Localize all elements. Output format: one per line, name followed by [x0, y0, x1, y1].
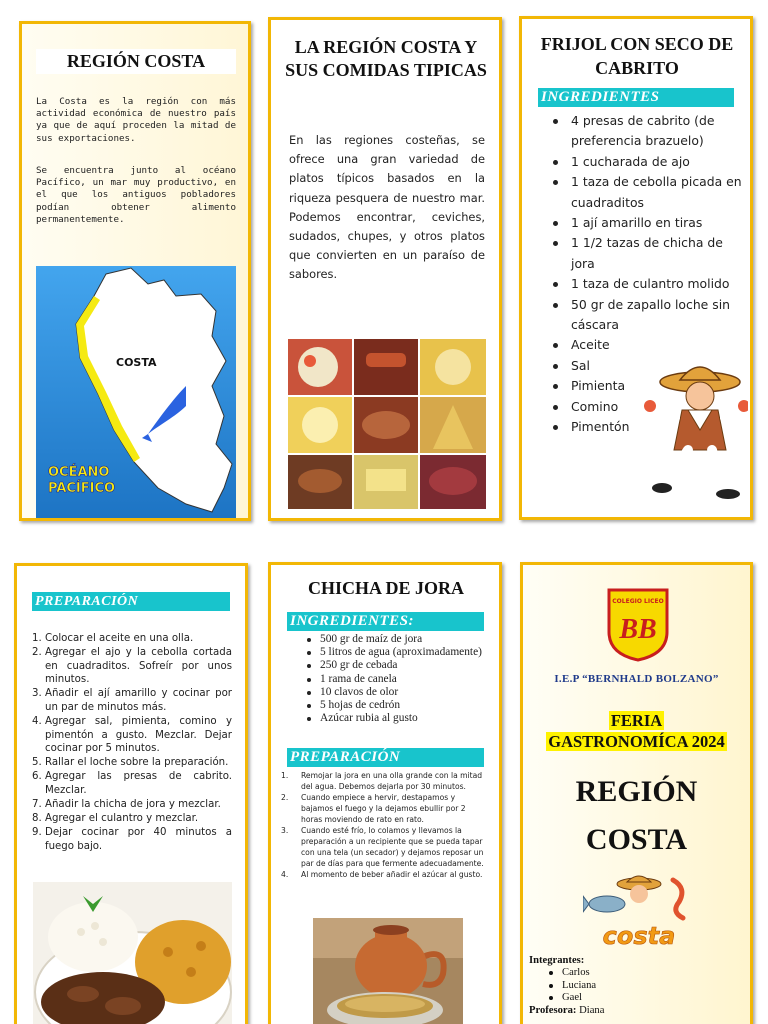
list-item: Luciana	[549, 980, 749, 992]
list-item: Pimienta	[550, 376, 750, 396]
list-item: 9. Dejar cocinar por 40 minutos a fuego bajo.	[32, 827, 232, 852]
event-title	[523, 710, 750, 752]
peru-coast-map-image	[36, 266, 236, 518]
list-item: 3. Cuando esté frío, lo colamos y llevamos la preparación a un recipiente que se pueda tapar con una tela (un secador) y dejamos reposar un par de días para que fermente adecuadamente.	[281, 826, 484, 868]
list-item: 4. Al momento de beber añadir el azúcar al gusto.	[281, 870, 483, 879]
list-item: 10 clavos de olor	[306, 686, 491, 699]
ingredients-list	[306, 633, 491, 725]
panel-title: LA REGIÓN COSTA Y SUS COMIDAS TIPICAS	[285, 37, 487, 80]
costa-mascot-illustration	[583, 870, 693, 950]
list-item: Sal	[550, 356, 750, 376]
team-info	[529, 955, 749, 1017]
school-name: I.E.P “BERNHALD BOLZANO”	[554, 673, 719, 685]
list-item: 1 1/2 tazas de chicha de jora	[550, 233, 750, 274]
cover-title-line-1: REGIÓN	[575, 775, 698, 808]
crest-letters: BB	[619, 614, 657, 645]
list-item: 1. Remojar la jora en una olla grande con la mitad del agua. Debemos dejarla por 30 minutos.	[281, 771, 483, 791]
list-item: Pimentón	[550, 417, 750, 437]
location-paragraph: Se encuentra junto al océano Pacífico, un mar muy productivo, en el que los antiguos pobladores podían obtener alimento permanentemente.	[36, 165, 236, 225]
event-title-line-1: FERIA	[610, 711, 663, 730]
panel-chicha-de-jora	[268, 562, 502, 1024]
list-item: 250 gr de cebada	[306, 659, 491, 672]
list-item: 1 taza de cebolla picada en cuadraditos	[550, 172, 750, 213]
list-item: 4 presas de cabrito (de preferencia brazuelo)	[550, 111, 750, 152]
list-item: 1 cucharada de ajo	[550, 152, 750, 172]
crest-top-text: COLEGIO LICEO	[612, 598, 664, 605]
intro-paragraph: La Costa es la región con más actividad económica de nuestro país ya que de aquí proceden la mitad de sus exportaciones.	[36, 96, 236, 144]
list-item: 3. Añadir el ají amarillo y cocinar por un par de minutos más.	[32, 688, 232, 713]
list-item: Aceite	[550, 335, 750, 355]
map-ocean-label-2: PACÍFICO	[48, 481, 116, 496]
preparation-heading: PREPARACIÓN	[287, 748, 484, 767]
list-item: 1 rama de canela	[306, 673, 491, 686]
panel-typical-dishes	[268, 17, 502, 521]
list-item: 1. Colocar el aceite en una olla.	[32, 633, 194, 644]
list-item: 7. Añadir la chicha de jora y mezclar.	[32, 799, 221, 811]
preparation-steps	[281, 770, 486, 880]
list-item: 6. Agregar las presas de cabrito. Mezclar.	[32, 771, 232, 797]
map-costa-label: COSTA	[116, 356, 157, 369]
list-item: 50 gr de zapallo loche sin cáscara	[550, 295, 750, 336]
members-list	[529, 967, 749, 1004]
preparation-heading: PREPARACIÓN	[32, 592, 230, 611]
list-item: Carlos	[549, 967, 749, 979]
list-item: Gael	[549, 992, 749, 1004]
ingredients-heading: INGREDIENTES:	[287, 612, 484, 631]
panel-frijol-seco-cabrito	[519, 16, 753, 520]
cover-title	[523, 768, 750, 864]
dancing-boy-illustration	[640, 354, 748, 504]
panel-preparation	[14, 563, 248, 1024]
panel-region-costa	[19, 21, 251, 521]
list-item: 1 ají amarillo en tiras	[550, 213, 750, 233]
recipe-title: CHICHA DE JORA	[307, 578, 464, 598]
panel-title: REGIÓN COSTA	[36, 49, 236, 74]
list-item: 8. Agregar el culantro y mezclar.	[32, 813, 199, 825]
list-item: 5. Rallar el loche sobre la preparación.	[32, 757, 229, 769]
list-item: Comino	[550, 397, 750, 417]
list-item: Azúcar rubia al gusto	[306, 712, 491, 725]
preparation-steps	[32, 632, 232, 854]
members-label: Integrantes:	[529, 955, 585, 966]
frijol-cabrito-dish-image	[33, 882, 232, 1024]
list-item: 2. Agregar el ajo y la cebolla cortada en cuadraditos. Sofreír por unos minutos.	[32, 647, 232, 686]
ingredients-heading: INGREDIENTES	[538, 88, 734, 107]
list-item: 5 hojas de cedrón	[306, 699, 491, 712]
school-crest-logo	[607, 588, 669, 662]
list-item: 1 taza de culantro molido	[550, 274, 750, 294]
teacher-name: Diana	[579, 1004, 605, 1016]
event-title-line-2: GASTRONOMÍCA 2024	[548, 732, 725, 751]
cover-title-line-2: COSTA	[585, 823, 688, 856]
list-item: 500 gr de maíz de jora	[306, 633, 491, 646]
teacher-label: Profesora:	[529, 1004, 577, 1016]
teacher-line	[529, 1005, 749, 1017]
list-item: 4. Agregar sal, pimienta, comino y pimentón a gusto. Mezclar. Dejar cocinar por 5 minutos.	[32, 716, 232, 755]
mascot-word: costa	[602, 922, 676, 950]
recipe-title: FRIJOL CON SECO DE CABRITO	[540, 34, 734, 78]
dishes-paragraph: En las regiones costeñas, se ofrece una gran variedad de platos típicos basados en la riqueza pesquera de nuestro mar. Podemos encontrar, ceviches, sudados, chupes, y otros platos que convierten en un paraíso de sabores.	[289, 133, 485, 282]
map-ocean-label-1: OCÉANO	[48, 465, 110, 480]
food-collage-image	[288, 339, 486, 509]
list-item: 2. Cuando empiece a hervir, destapamos y bajamos el fuego y la dejamos ebullir por 2 horas moviendo de rato en rato.	[281, 793, 466, 824]
list-item: 5 litros de agua (aproximadamente)	[306, 646, 491, 659]
chicha-jug-image	[313, 918, 463, 1024]
panel-cover	[520, 562, 753, 1024]
